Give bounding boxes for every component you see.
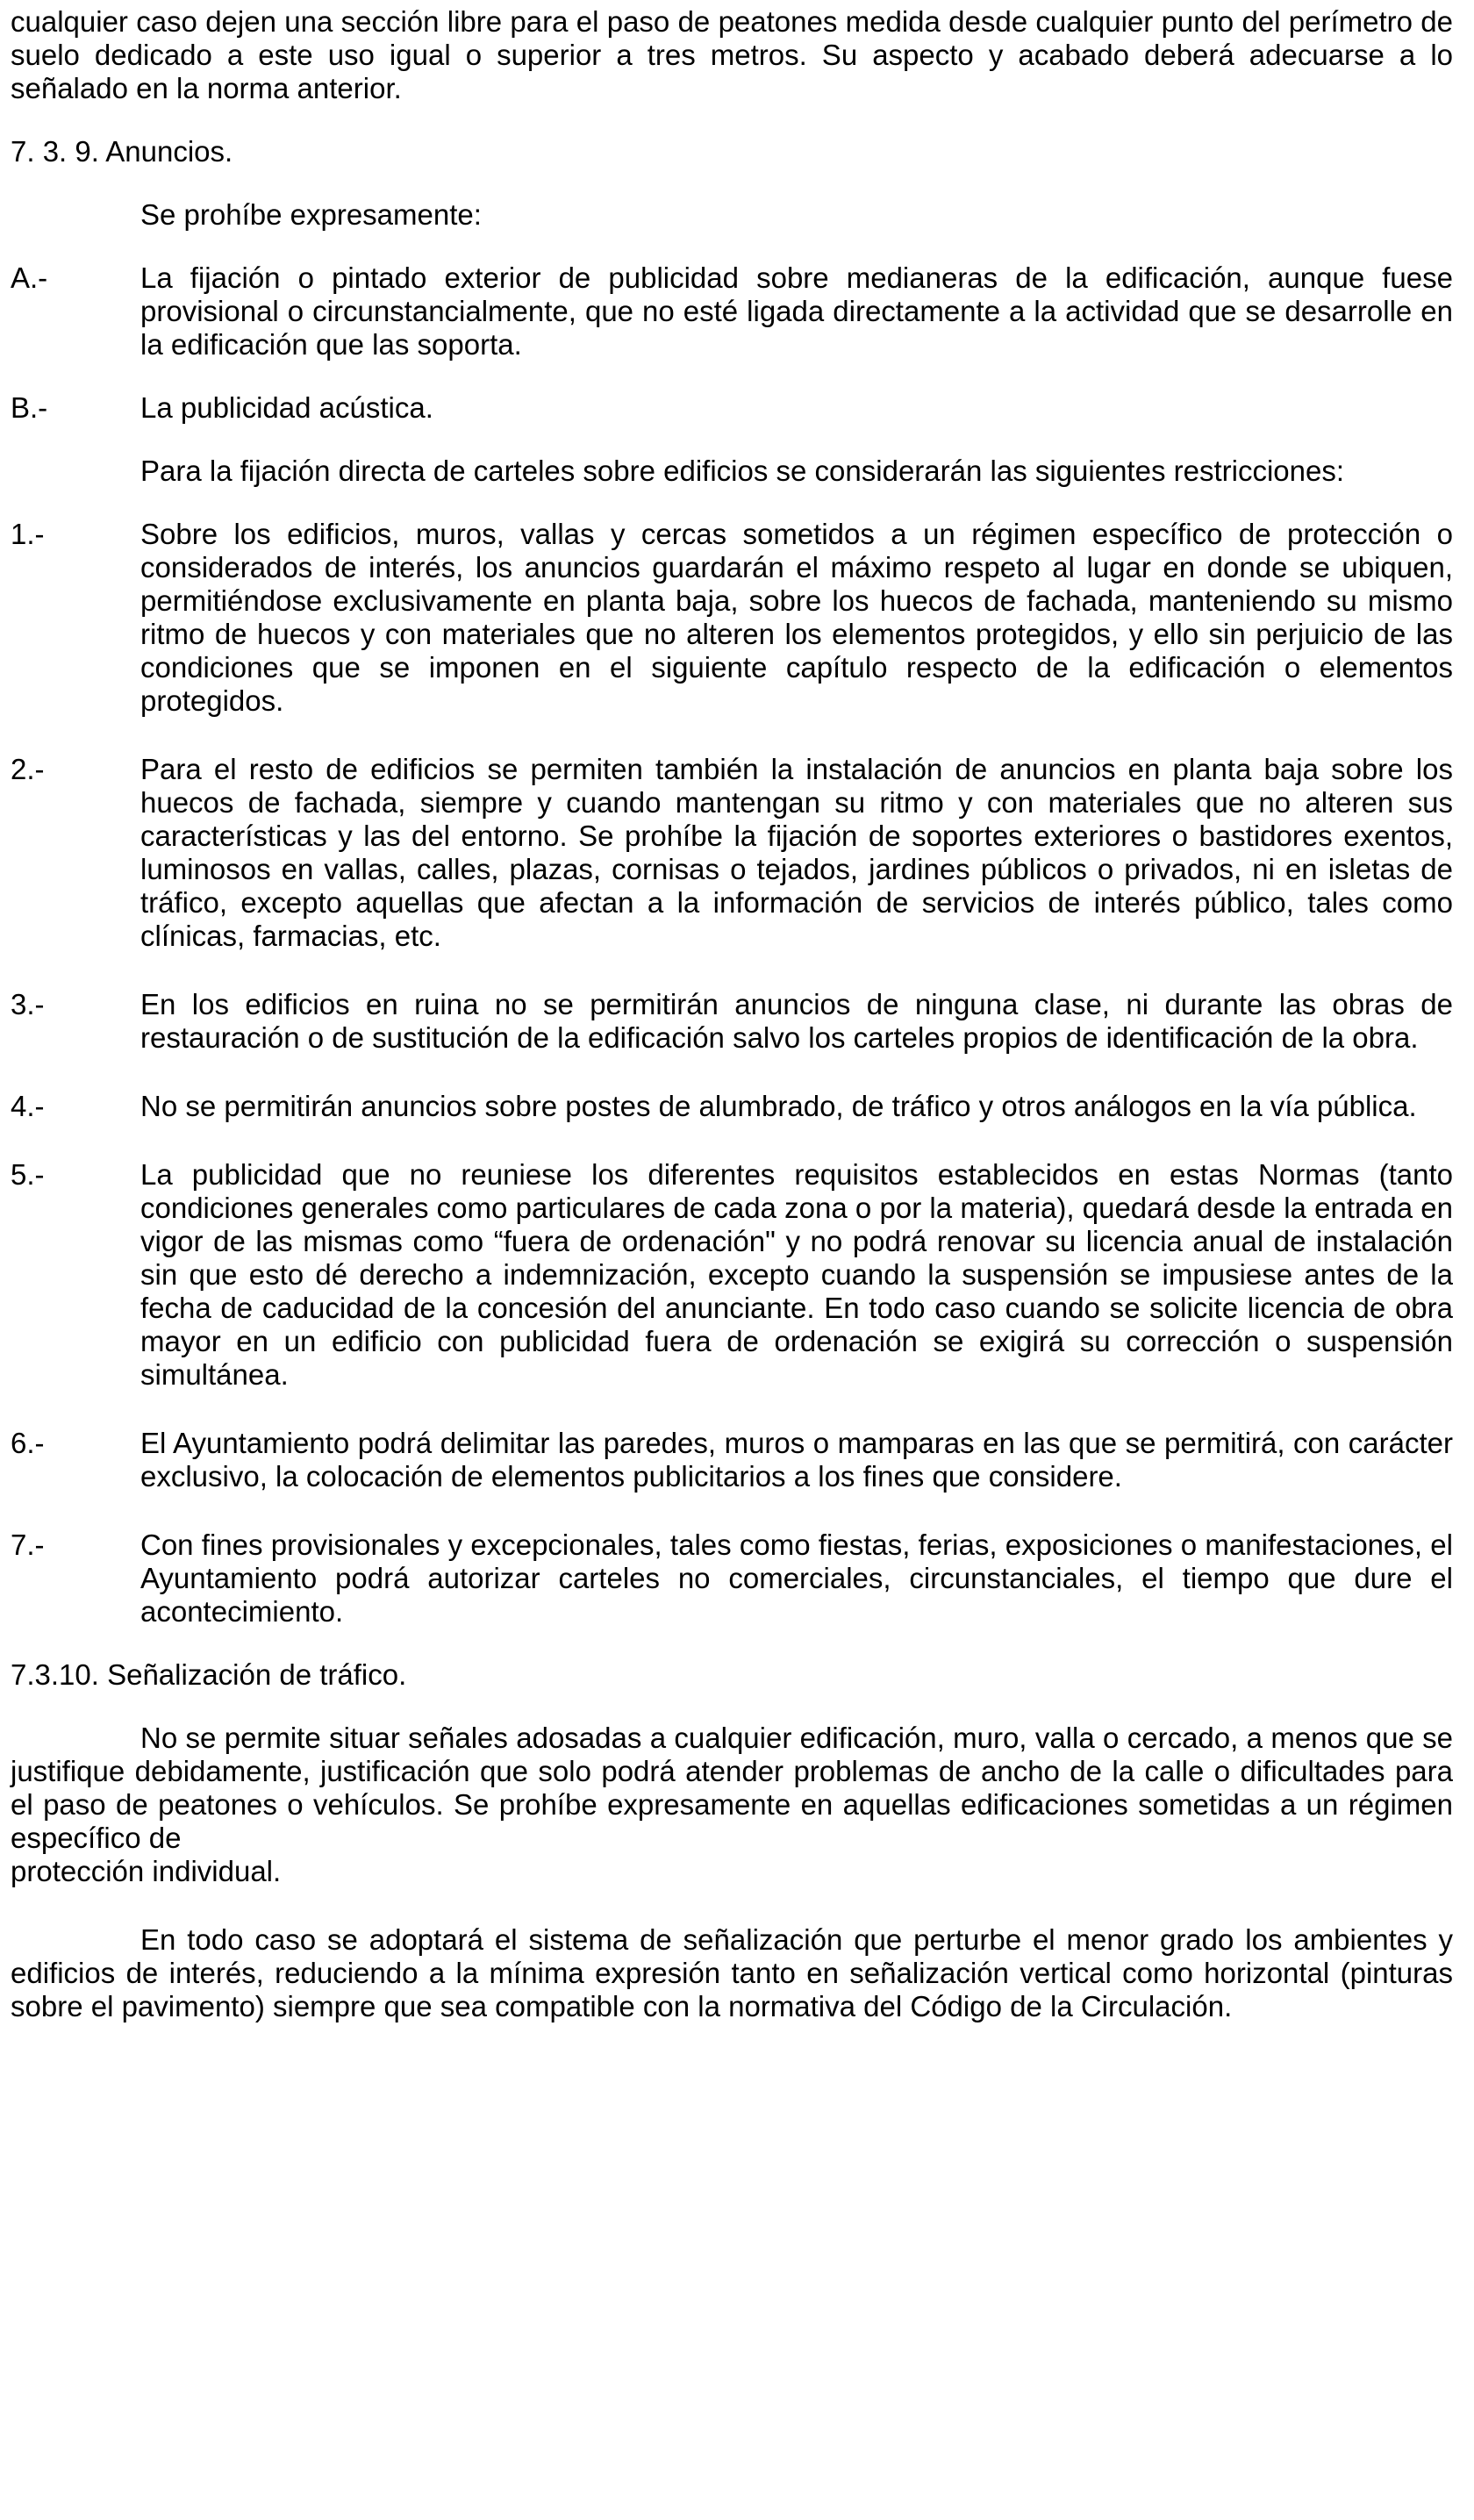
restriction-item-3	[11, 988, 1453, 1055]
list-item-text: Para el resto de edificios se permiten también la instalación de anuncios en planta baja sobre los huecos de fachada, siempre y cuando mantengan su ritmo y con materiales que no alteren sus características y las del entorno. Se prohíbe la fijación de soportes exteriores o bastidores exentos, luminosos en vallas, calles, plazas, cornisas o tejados, jardines públicos o privados, ni en isletas de tráfico, excepto aquellas que afectan a la información de servicios de interés público, tales como clínicas, farmacias, etc.	[140, 753, 1453, 952]
list-item-text: En los edificios en ruina no se permitirán anuncios de ninguna clase, ni durante las obras de restauración o de sustitución de la edificación salvo los carteles propios de identificación de la obra.	[140, 988, 1453, 1054]
restriction-item-1	[11, 518, 1453, 718]
restriction-item-7	[11, 1528, 1453, 1629]
document-page	[11, 5, 1453, 2023]
intro-paragraph: cualquier caso dejen una sección libre para el paso de peatones medida desde cualquier punto del perímetro de suelo dedicado a este uso igual o superior a tres metros. Su aspecto y acabado deberá adecuarse a lo señalado en la norma anterior.	[11, 5, 1453, 104]
list-item-text: La publicidad que no reuniese los diferentes requisitos establecidos en estas Normas (tanto condiciones generales como particulares de cada zona o por la materia), quedará desde la entrada en vigor de las mismas como “fuera de ordenación" y no podrá renovar su licencia anual de instalación sin que esto dé derecho a indemnización, excepto cuando la suspensión se impusiese antes de la fecha de caducidad de la concesión del anunciante. En todo caso cuando se solicite licencia de obra mayor en un edificio con publicidad fuera de ordenación se exigirá su corrección o suspensión simultánea.	[140, 1158, 1453, 1391]
section-heading-anuncios: 7. 3. 9. Anuncios.	[11, 135, 233, 168]
restrictions-intro: Para la fijación directa de carteles sobre edificios se considerarán las siguientes restricciones:	[140, 455, 1345, 487]
list-marker: 2.-	[11, 753, 45, 785]
list-item-text: Sobre los edificios, muros, vallas y cercas sometidos a un régimen específico de protección o considerados de interés, los anuncios guardarán el máximo respeto al lugar en donde se ubiquen, permitiéndose exclusivamente en planta baja, sobre los huecos de fachada, manteniendo su mismo ritmo de huecos y con materiales que no alteren los elementos protegidos, y ello sin perjuicio de las condiciones que se imponen en el siguiente capítulo respecto de la edificación o elementos protegidos.	[140, 518, 1453, 717]
prohibition-item-b	[11, 391, 1453, 425]
restriction-item-2	[11, 753, 1453, 953]
list-marker: 4.-	[11, 1090, 45, 1122]
list-marker: 7.-	[11, 1528, 45, 1561]
section-heading-senalizacion: 7.3.10. Señalización de tráfico.	[11, 1658, 407, 1691]
restriction-item-4	[11, 1090, 1453, 1123]
list-item-text: Con fines provisionales y excepcionales, tales como fiestas, ferias, exposiciones o manifestaciones, el Ayuntamiento podrá autorizar carteles no comerciales, circunstanciales, el tiempo que dure el acontecimiento.	[140, 1528, 1453, 1628]
restriction-item-5	[11, 1158, 1453, 1392]
list-marker: 1.-	[11, 518, 45, 550]
restriction-item-6	[11, 1427, 1453, 1493]
prohibition-item-a	[11, 261, 1453, 362]
list-item-text: No se permitirán anuncios sobre postes de alumbrado, de tráfico y otros análogos en la vía pública.	[140, 1090, 1417, 1122]
list-marker: 5.-	[11, 1158, 45, 1191]
list-marker: A.-	[11, 261, 48, 294]
list-item-text: La fijación o pintado exterior de publicidad sobre medianeras de la edificación, aunque fuese provisional o circunstancialmente, que no esté ligada directamente a la actividad que se desarrolle en la edificación que las soporta.	[140, 261, 1453, 361]
list-marker: 6.-	[11, 1427, 45, 1459]
list-marker: B.-	[11, 391, 48, 424]
senalizacion-paragraph-1	[11, 1722, 1453, 1888]
list-item-text: El Ayuntamiento podrá delimitar las paredes, muros o mamparas en las que se permitirá, con carácter exclusivo, la colocación de elementos publicitarios a los fines que considere.	[140, 1427, 1453, 1493]
list-item-text: La publicidad acústica.	[140, 391, 433, 424]
senalizacion-paragraph-1-main: No se permite situar señales adosadas a cualquier edificación, muro, valla o cercado, a menos que se justifique debidamente, justificación que solo podrá atender problemas de ancho de la calle o dificultades para el paso de peatones o vehículos. Se prohíbe expresamente en aquellas edificaciones sometidas a un régimen específico de	[11, 1722, 1453, 1854]
senalizacion-paragraph-1-end: protección individual.	[11, 1855, 282, 1887]
senalizacion-paragraph-2: En todo caso se adoptará el sistema de señalización que perturbe el menor grado los ambientes y edificios de interés, reduciendo a la mínima expresión tanto en señalización vertical como horizontal (pinturas sobre el pavimento) siempre que sea compatible con la normativa del Código de la Circulación.	[11, 1923, 1453, 2022]
list-marker: 3.-	[11, 988, 45, 1020]
prohibition-intro: Se prohíbe expresamente:	[140, 198, 482, 231]
